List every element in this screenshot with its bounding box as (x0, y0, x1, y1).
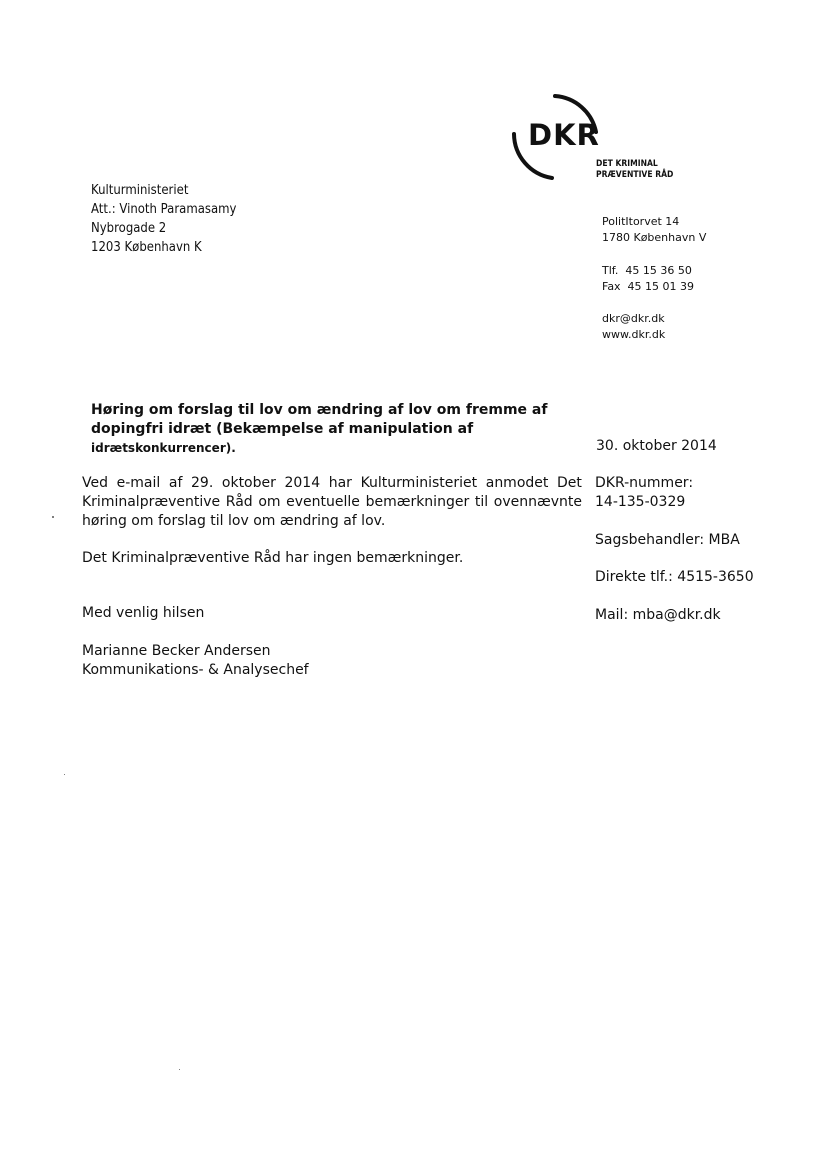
signer-title: Kommunikations- & Analysechef (82, 662, 309, 678)
recipient-line: 1203 København K (91, 240, 202, 255)
word: eventuelle (286, 494, 360, 510)
case-handler: Sagsbehandler: MBA (595, 532, 740, 548)
sender-fax: Fax 45 15 01 39 (602, 280, 695, 293)
sender-email-link[interactable]: dkr@dkr.dk (602, 312, 665, 325)
word: om (258, 494, 281, 510)
sender-address (602, 214, 706, 246)
reference-number (595, 474, 693, 512)
word: e-mail (116, 475, 161, 491)
closing-salutation: Med venlig hilsen (82, 605, 205, 621)
word: Det (557, 475, 582, 491)
word: Kriminalpræventive (82, 494, 221, 510)
subject-line: dopingfri idræt (Bekæmpelse af manipulation af (91, 421, 474, 437)
body-paragraph-2: Det Kriminalpræventive Råd har ingen bemærkninger. (82, 550, 464, 566)
scan-speck (64, 774, 65, 775)
recipient-line: Nybrogade 2 (91, 221, 167, 236)
direct-phone: Direkte tlf.: 4515-3650 (595, 569, 754, 585)
org-name (596, 159, 673, 181)
word: anmodet (485, 475, 549, 491)
reference-label: DKR-nummer: (595, 475, 694, 491)
mail-contact[interactable]: Mail: mba@dkr.dk (595, 607, 721, 623)
paragraph-line (82, 474, 582, 493)
paragraph-line (82, 493, 582, 512)
word: Råd (225, 494, 253, 510)
body-paragraph-1 (82, 474, 582, 531)
recipient-line: Kulturministeriet (91, 183, 189, 198)
recipient-address (91, 181, 236, 257)
word: har (328, 475, 352, 491)
scan-speck (52, 516, 54, 518)
logo-text: DKR (528, 118, 600, 152)
signer-name: Marianne Becker Andersen (82, 643, 271, 659)
word: 2014 (284, 475, 321, 491)
paragraph-line: høring om forslag til lov om ændring af lov. (82, 513, 386, 529)
word: oktober (221, 475, 276, 491)
sender-city: 1780 København V (602, 231, 707, 244)
letter-date: 30. oktober 2014 (596, 438, 717, 454)
org-name-line-1: DET KRIMINAL (596, 159, 658, 169)
word: ovennævnte (493, 494, 582, 510)
word: til (474, 494, 489, 510)
org-name-line-2: PRÆVENTIVE RÅD (596, 170, 674, 180)
sender-street: PolitItorvet 14 (602, 215, 680, 228)
scan-speck (179, 1069, 180, 1070)
subject-line: idrætskonkurrencer). (91, 441, 236, 455)
sender-online (602, 311, 665, 343)
subject-line: Høring om forslag til lov om ændring af lov om fremme af (91, 402, 548, 418)
sender-web-link[interactable]: www.dkr.dk (602, 328, 666, 341)
letter-subject (91, 401, 547, 458)
word: bemærkninger (365, 494, 470, 510)
recipient-line: Att.: Vinoth Paramasamy (91, 202, 237, 217)
word: af (168, 475, 183, 491)
word: Ved (82, 475, 108, 491)
word: 29. (191, 475, 214, 491)
word: Kulturministeriet (360, 475, 478, 491)
reference-value: 14-135-0329 (595, 494, 686, 510)
sender-phones (602, 263, 694, 295)
sender-phone: Tlf. 45 15 36 50 (602, 264, 692, 277)
